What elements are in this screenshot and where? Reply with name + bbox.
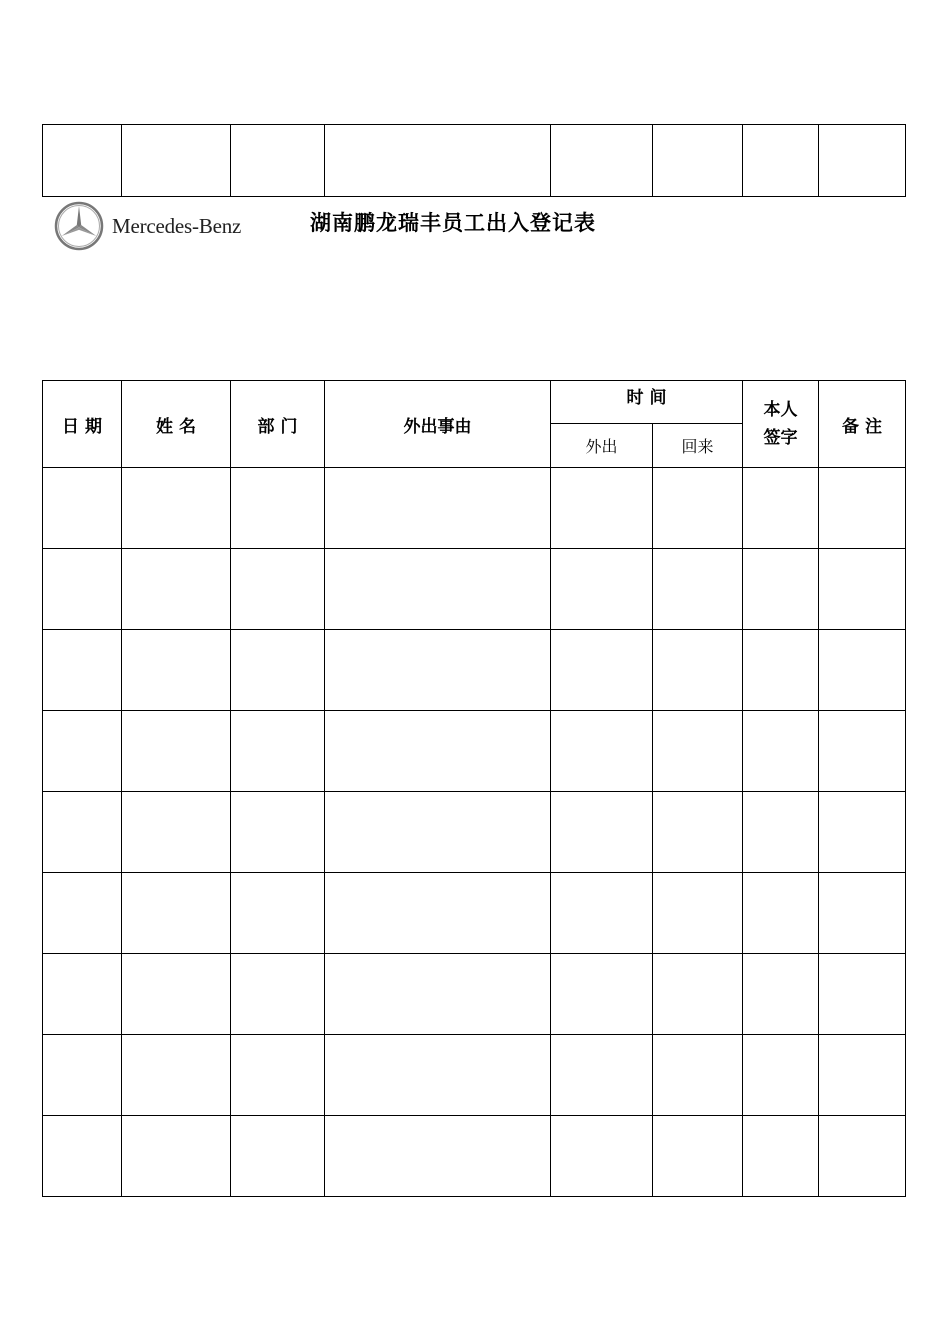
date-cell[interactable] xyxy=(43,630,122,711)
name-cell[interactable] xyxy=(122,1116,231,1197)
name-cell[interactable] xyxy=(122,630,231,711)
date-cell[interactable] xyxy=(43,873,122,954)
header-time-back: 回来 xyxy=(653,424,743,468)
blank-cell xyxy=(551,125,653,197)
signature-cell[interactable] xyxy=(743,954,819,1035)
header-signature xyxy=(743,381,819,468)
date-cell[interactable] xyxy=(43,792,122,873)
time-back-cell[interactable] xyxy=(653,792,743,873)
department-cell[interactable] xyxy=(231,711,325,792)
time-back-cell[interactable] xyxy=(653,1116,743,1197)
department-cell[interactable] xyxy=(231,1035,325,1116)
mercedes-benz-logo xyxy=(54,201,241,251)
registration-table xyxy=(42,380,906,1197)
header-notes: 备 注 xyxy=(819,381,906,468)
header-reason: 外出事由 xyxy=(325,381,551,468)
time-out-cell[interactable] xyxy=(551,873,653,954)
reason-cell[interactable] xyxy=(325,630,551,711)
signature-cell[interactable] xyxy=(743,1116,819,1197)
header-date: 日 期 xyxy=(43,381,122,468)
signature-cell[interactable] xyxy=(743,1035,819,1116)
reason-cell[interactable] xyxy=(325,1035,551,1116)
time-back-cell[interactable] xyxy=(653,1035,743,1116)
time-back-cell[interactable] xyxy=(653,468,743,549)
blank-cell xyxy=(653,125,743,197)
department-cell[interactable] xyxy=(231,954,325,1035)
time-out-cell[interactable] xyxy=(551,468,653,549)
table-row xyxy=(43,873,906,954)
reason-cell[interactable] xyxy=(325,468,551,549)
time-back-cell[interactable] xyxy=(653,873,743,954)
name-cell[interactable] xyxy=(122,711,231,792)
department-cell[interactable] xyxy=(231,1116,325,1197)
department-cell[interactable] xyxy=(231,873,325,954)
signature-cell[interactable] xyxy=(743,630,819,711)
signature-cell[interactable] xyxy=(743,711,819,792)
signature-cell[interactable] xyxy=(743,549,819,630)
department-cell[interactable] xyxy=(231,468,325,549)
signature-line-2: 签字 xyxy=(763,428,798,448)
time-out-cell[interactable] xyxy=(551,549,653,630)
notes-cell[interactable] xyxy=(819,549,906,630)
name-cell[interactable] xyxy=(122,873,231,954)
blank-cell xyxy=(325,125,551,197)
reason-cell[interactable] xyxy=(325,873,551,954)
table-row xyxy=(43,1035,906,1116)
time-out-cell[interactable] xyxy=(551,1035,653,1116)
blank-cell xyxy=(743,125,819,197)
table-row xyxy=(43,954,906,1035)
time-back-cell[interactable] xyxy=(653,954,743,1035)
time-out-cell[interactable] xyxy=(551,954,653,1035)
reason-cell[interactable] xyxy=(325,549,551,630)
header-name: 姓 名 xyxy=(122,381,231,468)
time-back-cell[interactable] xyxy=(653,711,743,792)
time-back-cell[interactable] xyxy=(653,549,743,630)
notes-cell[interactable] xyxy=(819,468,906,549)
date-cell[interactable] xyxy=(43,711,122,792)
notes-cell[interactable] xyxy=(819,954,906,1035)
notes-cell[interactable] xyxy=(819,711,906,792)
header-time-out: 外出 xyxy=(551,424,653,468)
table-row xyxy=(43,711,906,792)
table-row xyxy=(43,549,906,630)
reason-cell[interactable] xyxy=(325,711,551,792)
date-cell[interactable] xyxy=(43,468,122,549)
blank-cell xyxy=(43,125,122,197)
signature-cell[interactable] xyxy=(743,468,819,549)
reason-cell[interactable] xyxy=(325,792,551,873)
department-cell[interactable] xyxy=(231,792,325,873)
time-out-cell[interactable] xyxy=(551,792,653,873)
date-cell[interactable] xyxy=(43,954,122,1035)
time-out-cell[interactable] xyxy=(551,1116,653,1197)
signature-cell[interactable] xyxy=(743,792,819,873)
blank-cell xyxy=(819,125,906,197)
reason-cell[interactable] xyxy=(325,1116,551,1197)
date-cell[interactable] xyxy=(43,1035,122,1116)
notes-cell[interactable] xyxy=(819,1035,906,1116)
header-time: 时 间 xyxy=(551,381,743,424)
three-pointed-star-icon xyxy=(54,201,104,251)
date-cell[interactable] xyxy=(43,549,122,630)
signature-line-1: 本人 xyxy=(763,400,798,420)
table-row xyxy=(43,630,906,711)
blank-cell xyxy=(122,125,231,197)
table-row xyxy=(43,468,906,549)
notes-cell[interactable] xyxy=(819,873,906,954)
department-cell[interactable] xyxy=(231,549,325,630)
notes-cell[interactable] xyxy=(819,1116,906,1197)
logo-text: Mercedes-Benz xyxy=(112,213,242,238)
name-cell[interactable] xyxy=(122,468,231,549)
header-department: 部 门 xyxy=(231,381,325,468)
top-blank-row xyxy=(42,124,906,197)
name-cell[interactable] xyxy=(122,792,231,873)
time-back-cell[interactable] xyxy=(653,630,743,711)
table-row xyxy=(43,1116,906,1197)
reason-cell[interactable] xyxy=(325,954,551,1035)
time-out-cell[interactable] xyxy=(551,630,653,711)
page-title: 湖南鹏龙瑞丰员工出入登记表 xyxy=(310,210,596,235)
date-cell[interactable] xyxy=(43,1116,122,1197)
notes-cell[interactable] xyxy=(819,792,906,873)
department-cell[interactable] xyxy=(231,630,325,711)
blank-cell xyxy=(231,125,325,197)
name-cell[interactable] xyxy=(122,954,231,1035)
name-cell[interactable] xyxy=(122,1035,231,1116)
notes-cell[interactable] xyxy=(819,630,906,711)
time-out-cell[interactable] xyxy=(551,711,653,792)
signature-cell[interactable] xyxy=(743,873,819,954)
table-row xyxy=(43,792,906,873)
name-cell[interactable] xyxy=(122,549,231,630)
